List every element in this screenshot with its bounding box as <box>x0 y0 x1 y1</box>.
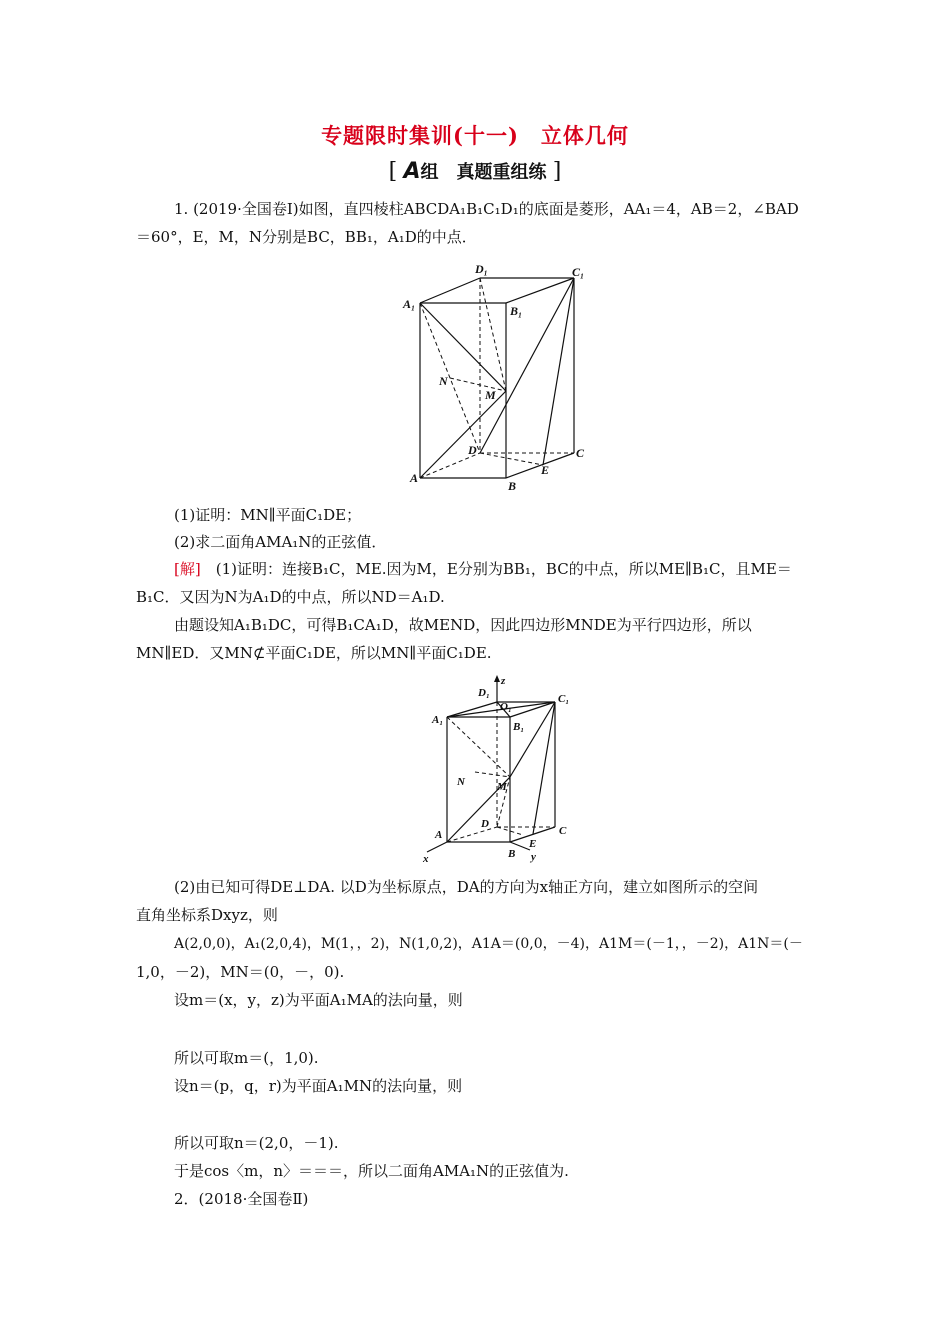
label-m: M <box>485 388 496 402</box>
solution-line-2: B₁C．又因为N为A₁D的中点，所以ND＝A₁D. <box>136 588 445 606</box>
solution-line-6: 直角坐标系Dxyz，则 <box>136 906 278 924</box>
question-1: (1)证明：MN∥平面C₁DE； <box>174 506 362 524</box>
solution-line-4: MN∥ED．又MN⊄平面C₁DE，所以MN∥平面C₁DE. <box>136 644 492 662</box>
label-e: E <box>541 463 550 477</box>
solution-tag: [解] <box>174 560 201 578</box>
question-2: (2)求二面角AMA₁N的正弦值． <box>174 533 387 551</box>
axis-x-label: x <box>423 853 429 865</box>
group-label: 组 真题重组练 <box>420 162 547 183</box>
label-n: N <box>439 374 448 388</box>
label2-d1: D₁ <box>478 687 490 699</box>
label2-m: M <box>497 781 507 793</box>
solution-line-10: 所以可取m＝(，1,0). <box>174 1049 319 1067</box>
label2-n: N <box>457 776 465 788</box>
solution-line-12: 所以可取n＝(2,0，－1). <box>174 1134 339 1152</box>
label-d1: D₁ <box>475 262 488 276</box>
solution-text-1: (1)证明：连接B₁C，ME.因为M，E分别为BB₁，BC的中点，所以ME∥B₁C，且ME＝ <box>200 560 792 578</box>
solution-line-11: 设n＝(p，q，r)为平面A₁MN的法向量，则 <box>174 1077 463 1095</box>
solution-line-8: 1,0，－2)，MN＝(0，－，0). <box>136 963 345 981</box>
label2-d: D <box>481 818 489 830</box>
label2-c: C <box>559 825 567 837</box>
prism-figure <box>395 258 595 493</box>
solution-line-1 <box>174 559 792 579</box>
group-letter: A <box>403 159 421 184</box>
problem1-line2: ＝60°，E，M，N分别是BC，BB₁，A₁D的中点． <box>136 228 477 246</box>
coordinate-figure <box>415 672 585 867</box>
label2-a1: A₁ <box>432 714 444 726</box>
label2-c1: C₁ <box>558 693 570 705</box>
axis-z-label: z <box>501 675 506 687</box>
label-a: A <box>410 471 419 485</box>
solution-line-9: 设m＝(x，y，z)为平面A₁MA的法向量，则 <box>174 991 463 1009</box>
label2-a: A <box>435 829 443 841</box>
solution-line-7: A(2,0,0)，A₁(2,0,4)，M(1，，2)，N(1,0,2)，A1A＝(0,0，－4)，A1M＝(－1，，－2)，A1N＝(－ <box>174 936 803 952</box>
solution-line-5: (2)由已知可得DE⊥DA. 以D为坐标原点，DA的方向为x轴正方向，建立如图所示的空间 <box>174 878 759 896</box>
label2-b: B <box>508 848 516 860</box>
solution-line-3: 由题设知A₁B₁DC，可得B₁CA₁D，故MEND，因此四边形MNDE为平行四边形，所以 <box>174 616 752 634</box>
label2-o1: O₁ <box>500 701 512 713</box>
label-a1: A₁ <box>403 297 416 311</box>
solution-line-13: 于是cos〈m，n〉＝＝＝，所以二面角AMA₁N的正弦值为. <box>174 1162 569 1180</box>
label2-b1: B₁ <box>513 721 525 733</box>
label-b: B <box>508 479 517 493</box>
label-c1: C₁ <box>572 265 585 279</box>
problem1-line1: 1. (2019·全国卷Ⅰ)如图，直四棱柱ABCDA₁B₁C₁D₁的底面是菱形，AA₁＝4，AB＝2，∠BAD <box>174 200 799 218</box>
label2-e: E <box>529 838 537 850</box>
problem2-heading: 2．(2018·全国卷Ⅱ) <box>174 1190 309 1208</box>
label-b1: B₁ <box>510 304 523 318</box>
page-title: 专题限时集训(十一) 立体几何 <box>321 123 629 148</box>
section-heading <box>0 158 950 184</box>
bracket-close: ] <box>552 159 562 184</box>
axis-y-label: y <box>531 851 536 863</box>
label-d: D <box>468 443 477 457</box>
bracket-open: [ <box>388 159 398 184</box>
label-c: C <box>576 446 585 460</box>
